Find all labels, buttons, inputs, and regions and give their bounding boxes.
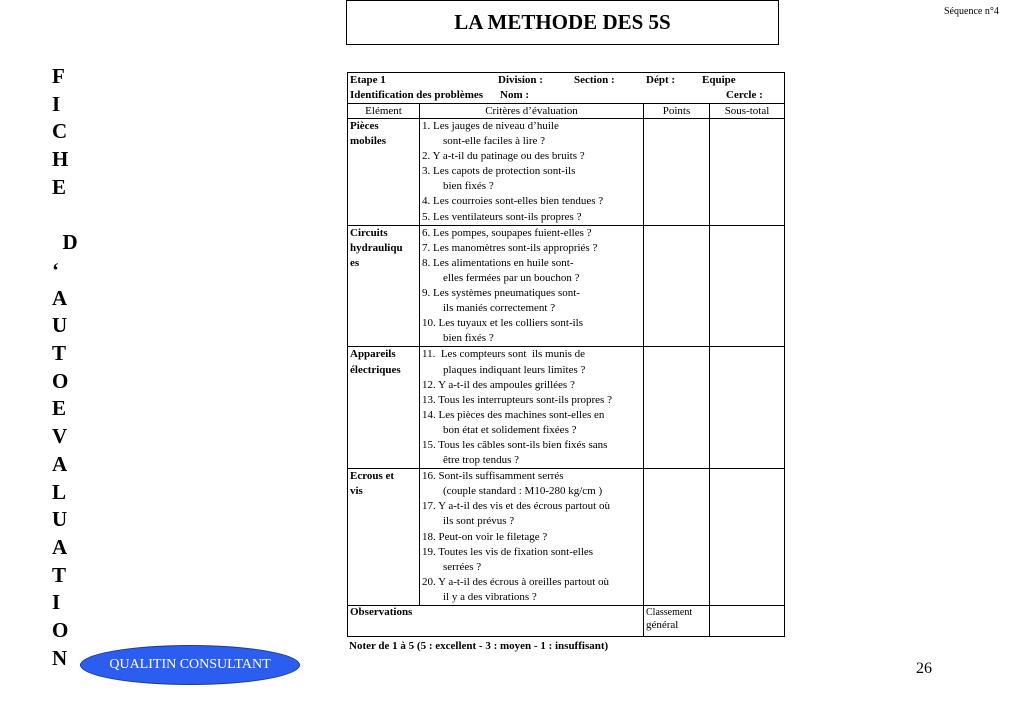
criterion-line: 19. Toutes les vis de fixation sont-elles: [422, 545, 594, 558]
criterion-line: il y a des vibrations ?: [443, 590, 537, 603]
criterion-line: 13. Tous les interrupteurs sont-ils propres ?: [422, 393, 612, 406]
vertical-letter: E: [52, 396, 67, 421]
points-cell[interactable]: [644, 469, 710, 606]
criterion-line: 5. Les ventilateurs sont-ils propres ?: [422, 210, 582, 223]
criterion-line: 9. Les systèmes pneumatiques sont-: [422, 287, 580, 300]
dept-label: Dépt :: [646, 74, 676, 86]
criteria-group-row: [348, 469, 785, 606]
criterion-line: 14. Les pièces des machines sont-elles en: [422, 408, 605, 421]
vertical-letter: F: [52, 64, 65, 88]
vertical-letter: H: [52, 147, 69, 172]
criteria-group-row: [348, 225, 785, 347]
criterion-line: bien fixés ?: [443, 332, 494, 345]
criterion-line: être trop tendus ?: [443, 454, 520, 467]
element-cell: [348, 469, 420, 606]
vertical-letter: D: [52, 230, 78, 255]
classement-value-cell[interactable]: [710, 606, 785, 637]
element-label: Appareils: [350, 348, 396, 361]
points-cell[interactable]: [644, 347, 710, 469]
col-sous-total: Sous-total: [710, 104, 785, 119]
consultant-badge: [80, 645, 300, 685]
criterion-line: (couple standard : M10-280 kg/cm ): [443, 485, 603, 498]
vertical-letter: [52, 202, 90, 230]
criterion-line: sont-elle faciles à lire ?: [443, 135, 546, 148]
etape-label: Etape 1: [350, 74, 386, 86]
criterion-line: 11. Les compteurs sont ils munis de: [422, 348, 586, 361]
vertical-letter: A: [52, 285, 68, 310]
vertical-letter: O: [52, 618, 69, 643]
criteria-cell: [420, 225, 644, 347]
element-label: vis: [350, 485, 363, 498]
equipe-label: Equipe: [702, 74, 736, 86]
vertical-letter: C: [52, 119, 68, 144]
criterion-line: serrées ?: [443, 560, 482, 573]
subtotal-cell[interactable]: [710, 119, 785, 226]
criterion-line: 15. Tous les câbles sont-ils bien fixés sans: [422, 438, 608, 451]
badge-text: QUALITIN CONSULTANT: [109, 657, 271, 672]
sequence-label: Séquence n°4: [944, 6, 999, 17]
section-label: Section :: [574, 74, 615, 86]
vertical-title: [52, 63, 90, 672]
criterion-line: 1. Les jauges de niveau d’huile: [422, 120, 559, 132]
col-element: Elément: [348, 104, 420, 119]
criterion-line: ils sont prévus ?: [443, 515, 515, 528]
criterion-line: 18. Peut-on voir le filetage ?: [422, 530, 548, 543]
cercle-label: Cercle :: [726, 89, 763, 101]
page-number: 26: [916, 660, 932, 677]
criterion-line: 6. Les pompes, soupapes fuient-elles ?: [422, 226, 592, 239]
criterion-line: bon état et solidement fixées ?: [443, 423, 577, 436]
criterion-line: 17. Y a-t-il des vis et des écrous partout où: [422, 500, 610, 513]
column-header-row: [348, 104, 785, 119]
page-title-text: LA METHODE DES 5S: [454, 10, 671, 34]
criterion-line: 4. Les courroies sont-elles bien tendues ?: [422, 195, 604, 208]
element-label: hydrauliqu: [350, 241, 403, 254]
criteria-group-row: [348, 347, 785, 469]
criterion-line: 8. Les alimentations en huile sont-: [422, 256, 574, 269]
header-row-2: [348, 88, 785, 104]
vertical-letter: N: [52, 645, 68, 670]
observations-label: Observations: [350, 606, 413, 618]
element-label: électriques: [350, 363, 401, 376]
vertical-letter: U: [52, 507, 68, 532]
vertical-letter: ‘: [52, 257, 59, 282]
element-label: Ecrous et: [350, 470, 395, 483]
element-label: es: [350, 256, 360, 269]
page-title: [346, 0, 779, 45]
vertical-letter: T: [52, 562, 67, 587]
col-points: Points: [644, 104, 710, 119]
vertical-letter: E: [52, 174, 67, 199]
element-label: Circuits: [350, 226, 388, 239]
criterion-line: 12. Y a-t-il des ampoules grillées ?: [422, 378, 575, 391]
vertical-letter: L: [52, 479, 67, 504]
points-cell[interactable]: [644, 225, 710, 347]
subtotal-cell[interactable]: [710, 225, 785, 347]
nom-label: Nom :: [500, 89, 530, 101]
evaluation-table: [347, 72, 785, 637]
division-label: Division :: [498, 74, 543, 86]
vertical-letter: U: [52, 313, 68, 338]
scoring-note: Noter de 1 à 5 (5 : excellent - 3 : moyen - 1 : insuffisant): [349, 640, 609, 652]
classement-label: Classement: [646, 607, 693, 618]
criterion-line: 7. Les manomètres sont-ils appropriés ?: [422, 241, 598, 254]
criterion-line: 16. Sont-ils suffisamment serrés: [422, 470, 564, 483]
criterion-line: 3. Les capots de protection sont-ils: [422, 165, 576, 178]
criteria-cell: [420, 469, 644, 606]
element-label: mobiles: [350, 135, 387, 148]
vertical-letter: T: [52, 341, 67, 366]
classement-cell: [644, 606, 710, 637]
criterion-line: ils maniés correctement ?: [443, 302, 556, 315]
vertical-letter: I: [52, 91, 61, 116]
col-criteres: Critères d’évaluation: [420, 104, 644, 119]
observations-cell[interactable]: [348, 606, 644, 637]
criteria-cell: [420, 119, 644, 226]
criterion-line: elles fermées par un bouchon ?: [443, 271, 580, 284]
criterion-line: 10. Les tuyaux et les colliers sont-ils: [422, 317, 583, 330]
identification-label: Identification des problèmes: [350, 89, 484, 101]
element-cell: [348, 225, 420, 347]
element-cell: [348, 119, 420, 226]
criteria-cell: [420, 347, 644, 469]
header-row-1: [348, 73, 785, 89]
vertical-letter: I: [52, 590, 61, 615]
element-cell: [348, 347, 420, 469]
criterion-line: 2. Y a-t-il du patinage ou des bruits ?: [422, 150, 585, 163]
vertical-letter: A: [52, 534, 68, 559]
criterion-line: plaques indiquant leurs limites ?: [443, 363, 586, 376]
subtotal-cell[interactable]: [710, 469, 785, 606]
subtotal-cell[interactable]: [710, 347, 785, 469]
element-label: Pièces: [350, 120, 379, 132]
points-cell[interactable]: [644, 119, 710, 226]
criteria-group-row: [348, 119, 785, 226]
vertical-letter: A: [52, 451, 68, 476]
classement-label: général: [646, 619, 679, 631]
observations-row: [348, 606, 785, 637]
vertical-letter: V: [52, 424, 68, 449]
criterion-line: 20. Y a-t-il des écrous à oreilles partout où: [422, 575, 610, 588]
vertical-letter: O: [52, 368, 69, 393]
criterion-line: bien fixés ?: [443, 180, 494, 193]
